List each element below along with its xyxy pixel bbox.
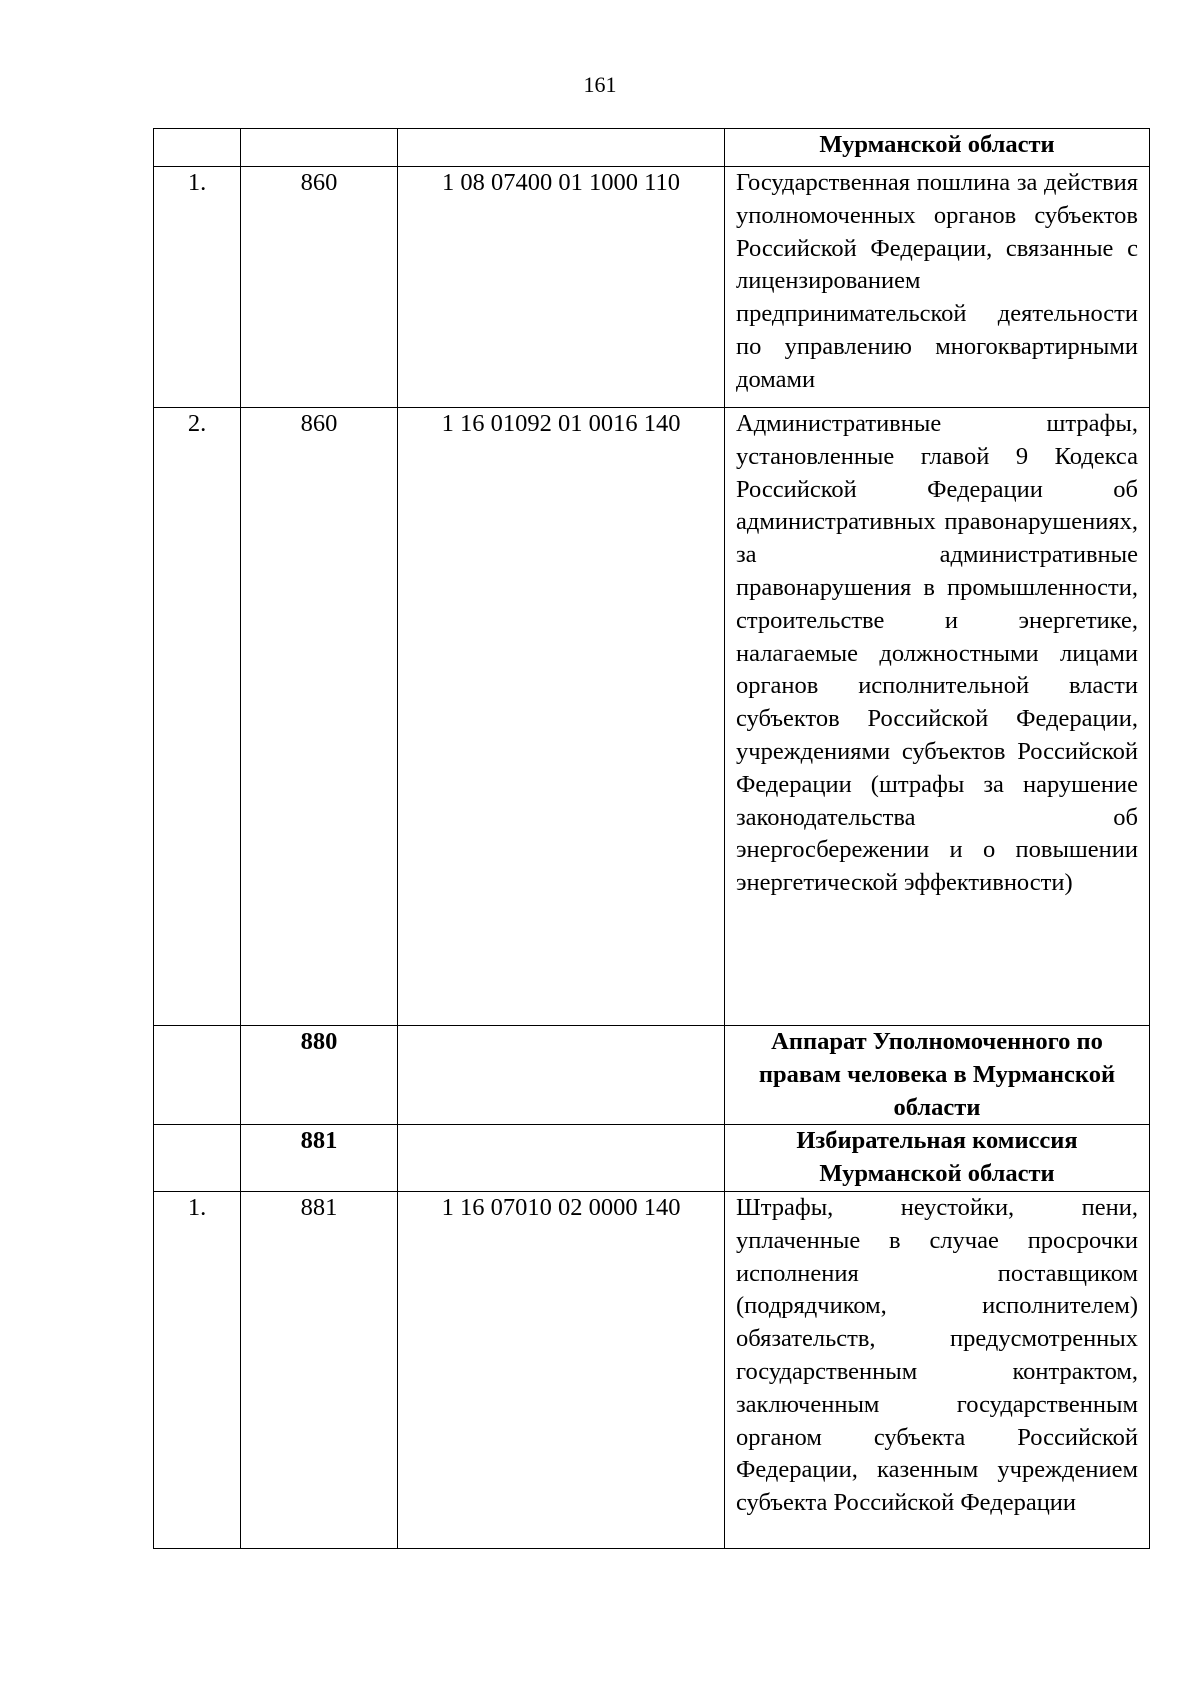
cell-name: [725, 167, 1150, 408]
cell-name: [725, 408, 1150, 1026]
table-row: [154, 408, 1150, 1026]
revenue-codes-table: [153, 128, 1150, 1549]
cell-kbk: 1 16 01092 01 0016 140: [398, 408, 725, 1026]
section-header-text: Избирательная комиссия Мурманской области: [796, 1127, 1078, 1188]
cell-name: [725, 1125, 1150, 1192]
cell-admin-code: 881: [241, 1191, 398, 1548]
cell-admin-code: 860: [241, 167, 398, 408]
cell-kbk: 1 08 07400 01 1000 110: [398, 167, 725, 408]
cell-num: [154, 1125, 241, 1192]
table-row-section-header: [154, 1125, 1150, 1192]
section-header-text: Аппарат Уполномоченного по правам человека в Мурманской области: [758, 1028, 1116, 1121]
cell-admin-code: [241, 129, 398, 167]
cell-kbk: [398, 1125, 725, 1192]
cell-num: [154, 129, 241, 167]
cell-kbk: [398, 129, 725, 167]
table-row-continued-header: [154, 129, 1150, 167]
table-row-section-header: [154, 1026, 1150, 1125]
cell-name: [725, 1026, 1150, 1125]
table-row: [154, 1191, 1150, 1548]
table-row: [154, 167, 1150, 408]
cell-num: 2.: [154, 408, 241, 1026]
cell-admin-code: 880: [241, 1026, 398, 1125]
section-header-text: Мурманской области: [819, 131, 1055, 158]
cell-num: 1.: [154, 167, 241, 408]
income-name-text: Государственная пошлина за действия уполномоченных органов субъектов Российской Федерации, связанные с лицензированием предпринимательской деятельности по управлению многоквартирными домами: [736, 169, 1138, 393]
cell-kbk: [398, 1026, 725, 1125]
cell-admin-code: 860: [241, 408, 398, 1026]
cell-name: [725, 1191, 1150, 1548]
income-name-text: Административные штрафы, установленные главой 9 Кодекса Российской Федерации об административных правонарушениях, за административные правонарушения в промышленности, строительстве и энергетике, налагаемые должностными лицами органов исполнительной власти субъектов Российской Федерации, учреждениями субъектов Российской Федерации (штрафы за нарушение законодательства об энергосбережении и о повышении энергетической эффективности): [736, 410, 1138, 897]
cell-num: 1.: [154, 1191, 241, 1548]
income-name-text: Штрафы, неустойки, пени, уплаченные в случае просрочки исполнения поставщиком (подрядчиком, исполнителем) обязательств, предусмотренных государственным контрактом, заключенным государственным органом субъекта Российской Федерации, казенным учреждением субъекта Российской Федерации: [736, 1193, 1138, 1517]
cell-kbk: 1 16 07010 02 0000 140: [398, 1191, 725, 1548]
page-number: 161: [583, 72, 617, 97]
cell-name: [725, 129, 1150, 167]
cell-num: [154, 1026, 241, 1125]
cell-admin-code: 881: [241, 1125, 398, 1192]
